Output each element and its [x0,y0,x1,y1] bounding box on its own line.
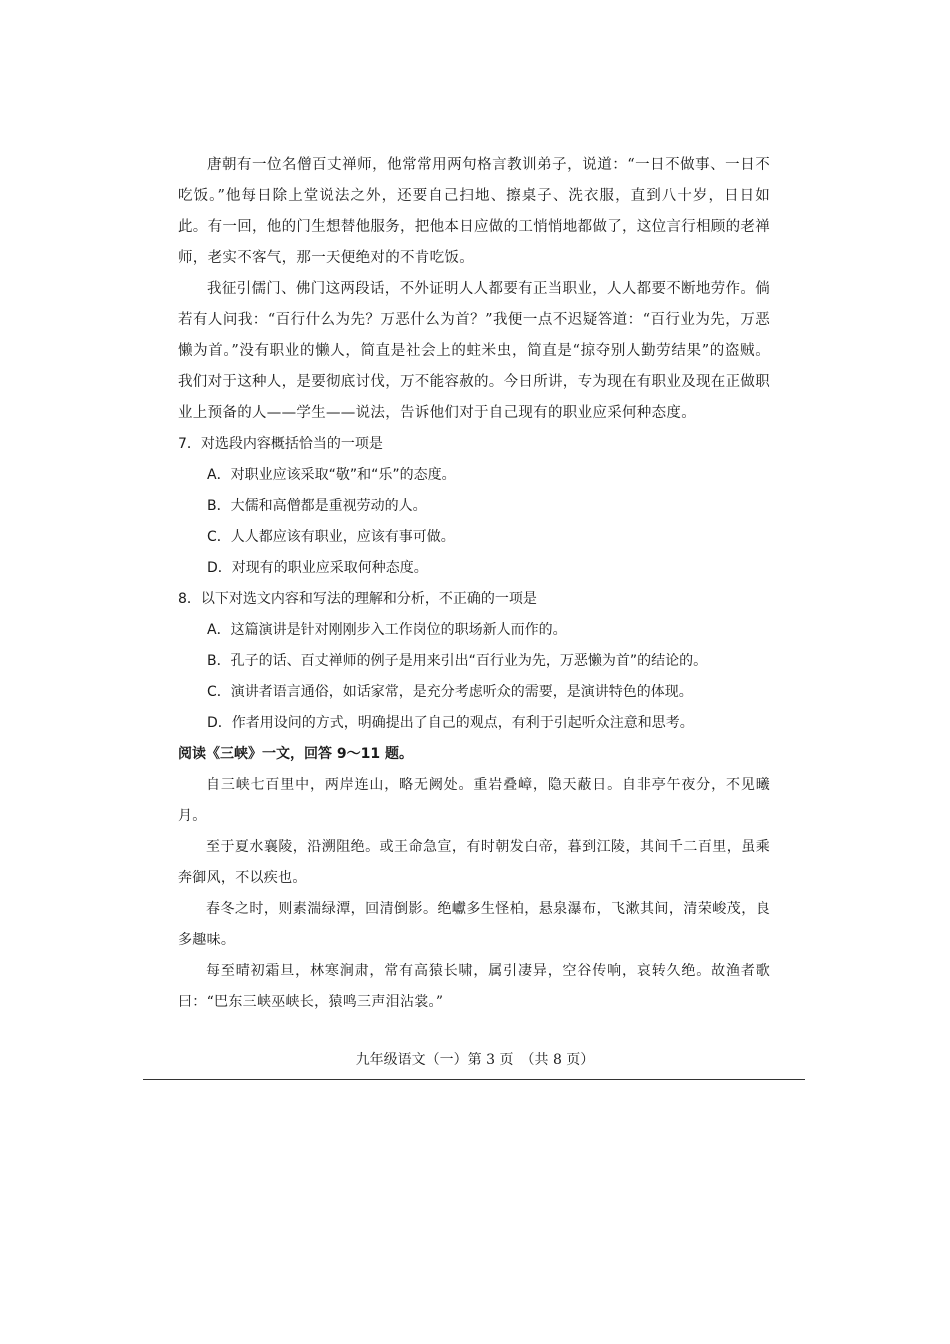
question-8-option-a: A．这篇演讲是针对刚刚步入工作岗位的职场新人而作的。 [207,622,567,638]
question-7-option-c: C．人人都应该有职业，应该有事可做。 [207,529,455,545]
footer-divider [143,1079,805,1080]
sanxia-paragraph-3: 春冬之时，则素湍绿潭，回清倒影。绝巘多生怪柏，悬泉瀑布，飞漱其间，清荣峻茂，良多趣味。 [178,901,770,948]
question-7-option-d: D．对现有的职业应采取何种态度。 [207,560,428,576]
passage-paragraph-1: 唐朝有一位名僧百丈禅师，他常常用两句格言教训弟子，说道：“一日不做事、一日不吃饭。”他每日除上堂说法之外，还要自己扫地、擦桌子、洗衣服，直到八十岁，日日如此。有一回，他的门生想替他服务，把他本日应做的工悄悄地都做了，这位言行相顾的老禅师，老实不客气，那一天便绝对的不肯吃饭。 [178,157,770,266]
reading-section-title: 阅读《三峡》一文，回答 9～11 题。 [178,746,413,762]
question-8-option-d: D．作者用设问的方式，明确提出了自己的观点，有利于引起听众注意和思考。 [207,715,694,731]
page-footer: 九年级语文（一）第 3 页 （共 8 页） [355,1052,595,1068]
page-content [178,150,770,1018]
passage-paragraph-2: 我征引儒门、佛门这两段话，不外证明人人都要有正当职业，人人都要不断地劳作。倘若有人问我：“百行什么为先？万恶什么为首？”我便一点不迟疑答道：“百行业为先，万恶懒为首。”没有职业的懒人，简直是社会上的蛀米虫，简直是“掠夺别人勤劳结果”的盗贼。我们对于这种人，是要彻底讨伐，万不能容赦的。今日所讲，专为现在有职业及现在正做职业上预备的人——学生——说法，告诉他们对于自己现有的职业应采何种态度。 [178,281,770,421]
question-7-option-a: A．对职业应该采取“敬”和“乐”的态度。 [207,467,456,483]
sanxia-paragraph-4: 每至晴初霜旦，林寒涧肃，常有高猿长啸，属引凄异，空谷传响，哀转久绝。故渔者歌曰：“巴东三峡巫峡长，猿鸣三声泪沾裳。” [178,963,770,1010]
sanxia-paragraph-2: 至于夏水襄陵，沿溯阻绝。或王命急宣，有时朝发白帝，暮到江陵，其间千二百里，虽乘奔御风，不以疾也。 [178,839,770,886]
question-7-stem: 7．对选段内容概括恰当的一项是 [178,436,383,452]
question-8-option-b: B．孔子的话、百丈禅师的例子是用来引出“百行业为先，万恶懒为首”的结论的。 [207,653,708,669]
question-7-option-b: B．大儒和高僧都是重视劳动的人。 [207,498,427,514]
sanxia-paragraph-1: 自三峡七百里中，两岸连山，略无阙处。重岩叠嶂，隐天蔽日。自非亭午夜分，不见曦月。 [178,777,770,824]
question-8-stem: 8．以下对选文内容和写法的理解和分析，不正确的一项是 [178,591,537,607]
question-8-option-c: C．演讲者语言通俗，如话家常，是充分考虑听众的需要，是演讲特色的体现。 [207,684,693,700]
